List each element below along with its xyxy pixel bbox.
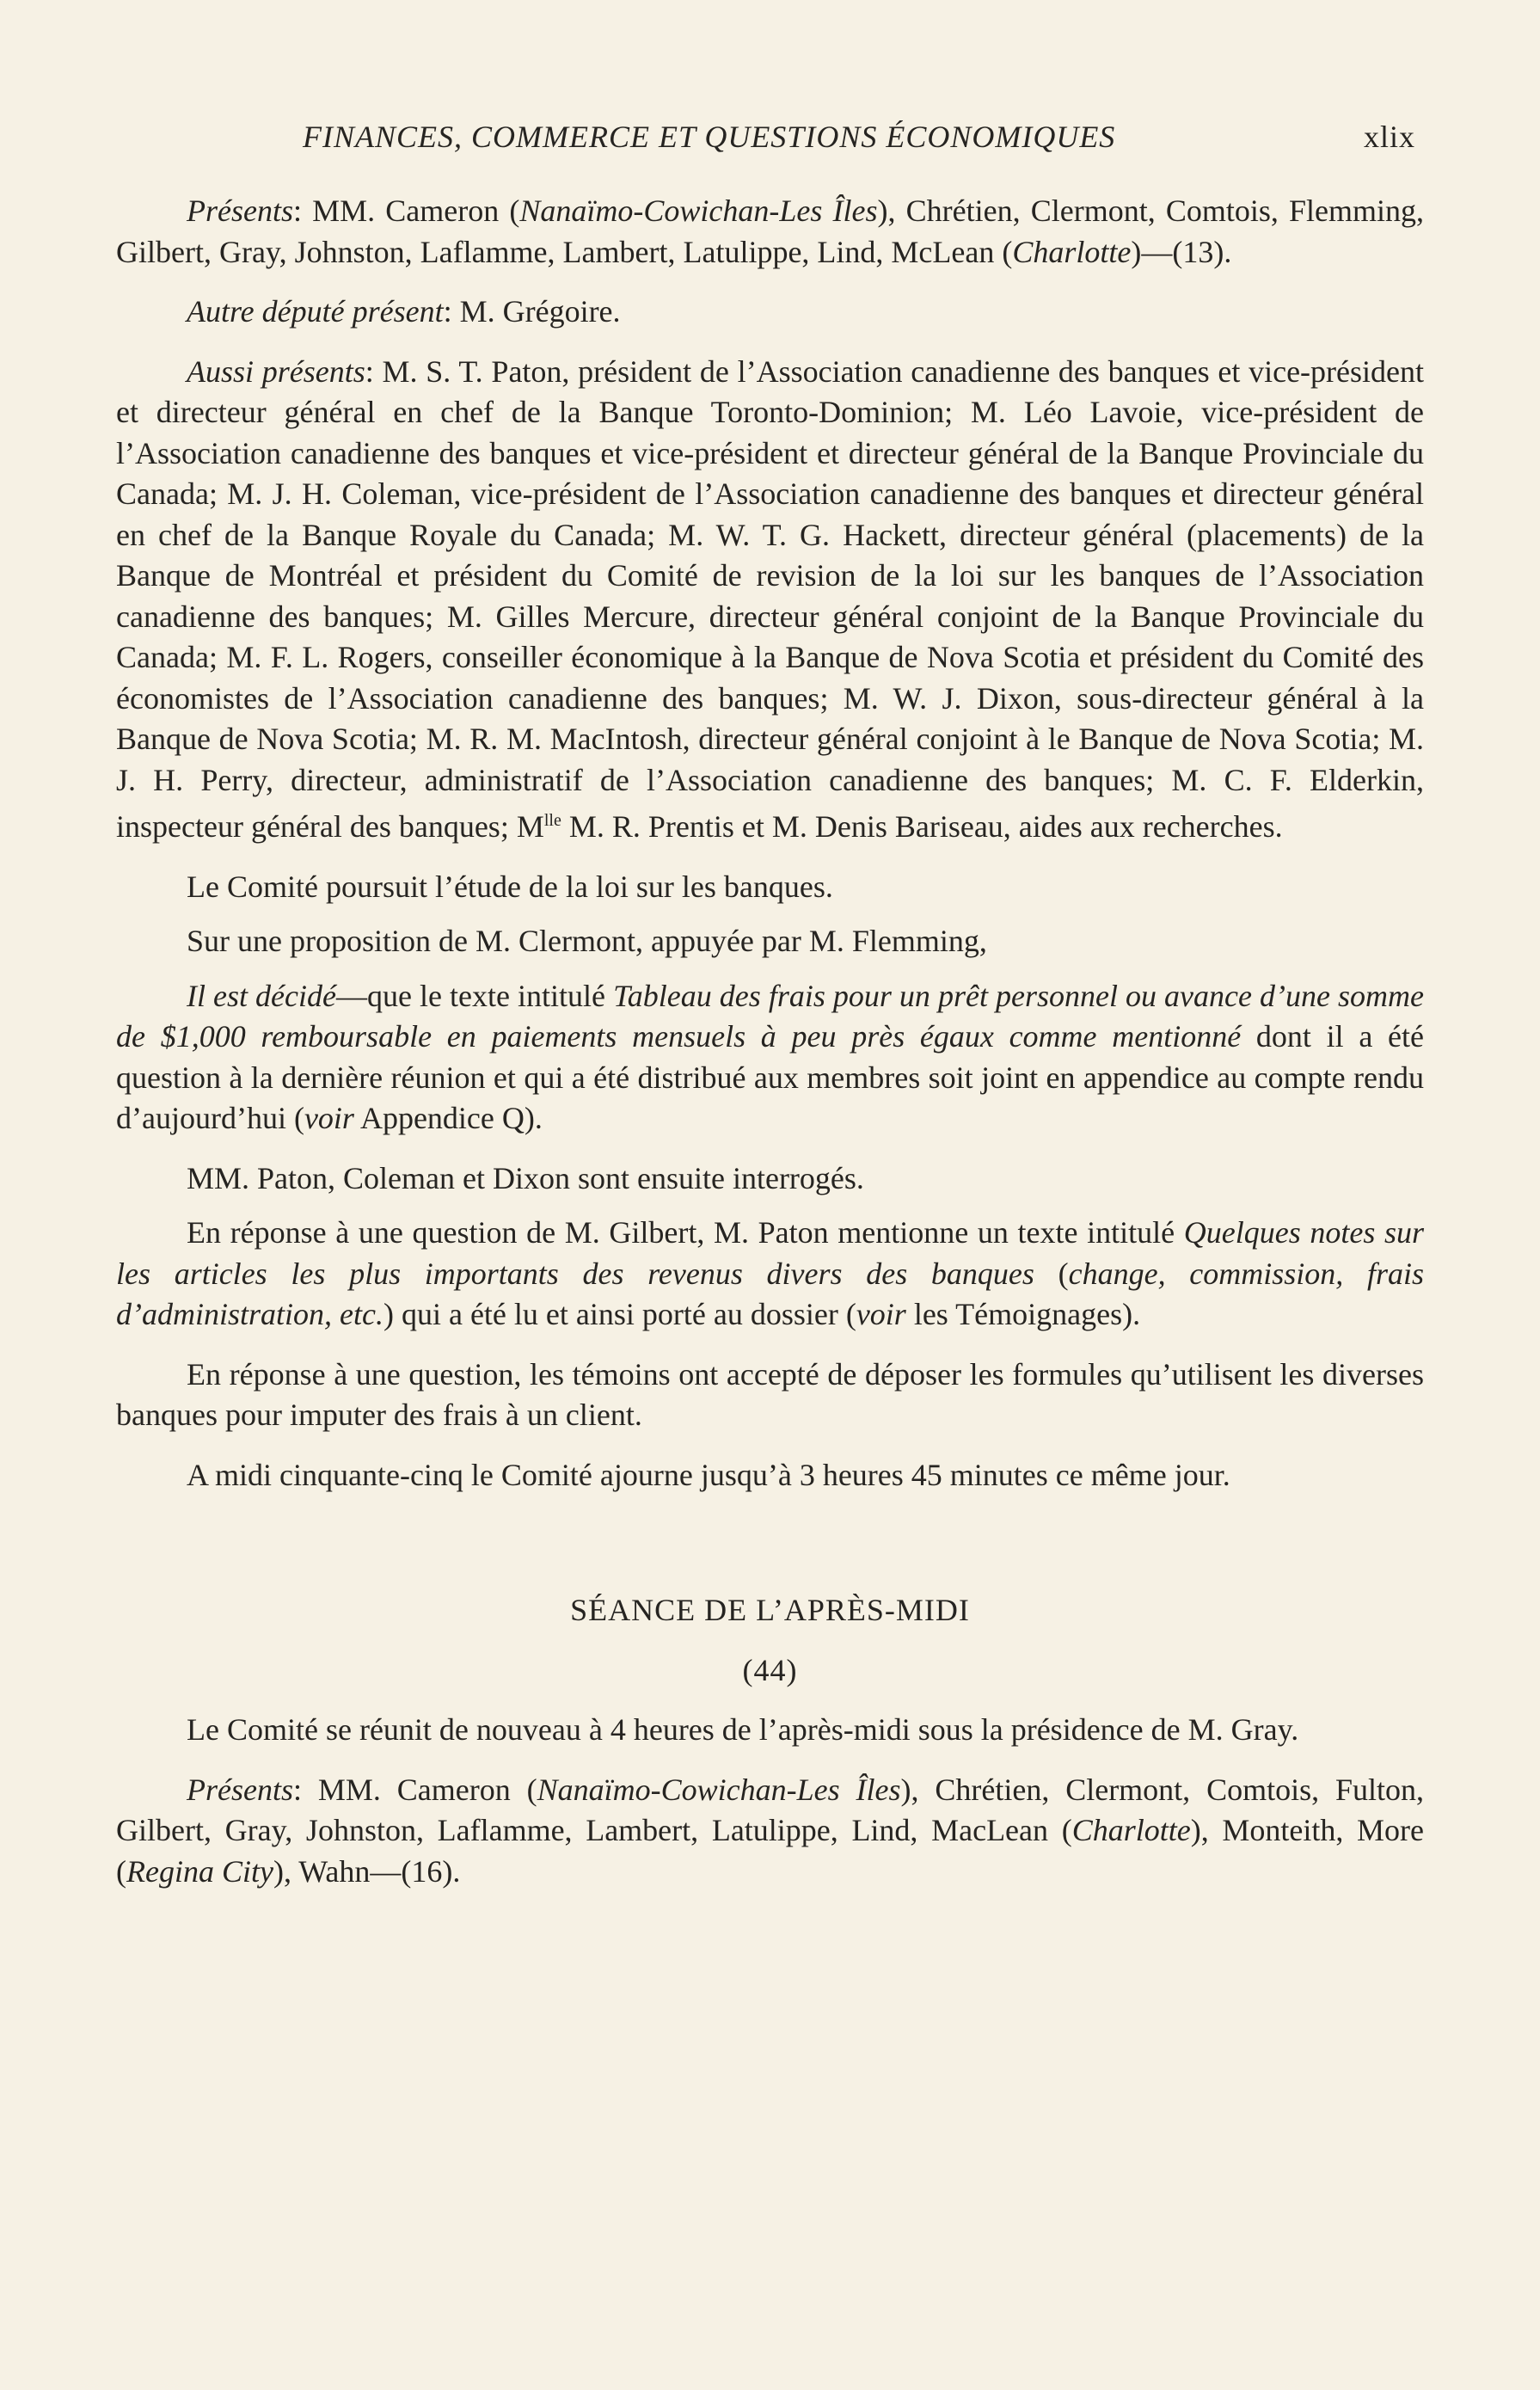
- paragraph-response-gilbert: [116, 1213, 1424, 1336]
- text-span: En réponse à une question de M. Gilbert, M. Paton mentionne un texte intitulé: [187, 1215, 1184, 1250]
- paragraph-study: Le Comité poursuit l’étude de la loi sur les banques.: [187, 869, 833, 904]
- label-also-present: Aussi présents: [187, 353, 365, 389]
- text-span: )—(13).: [1131, 234, 1232, 269]
- text-span: change, commission, frais d’administration, etc.: [116, 1256, 1424, 1331]
- text-span: M. R. Prentis et M. Denis Bariseau, aides aux recherches.: [561, 809, 1283, 844]
- text-span: les Témoignages).: [905, 1297, 1141, 1331]
- text-span: ), Chrétien, Clermont, Comtois, Fulton, Gilbert, Gray, Johnston, Laflamme, Lambert, Latulippe, Lind, MacLean (: [116, 1772, 1425, 1847]
- text-span: : M. S. T. Paton, président de l’Association canadienne des banques et vice-président et directeur général en chef de la Banque Toronto-Dominion; M. Léo Lavoie, vice-président de l’Association canadienne des banques et vice-président et directeur général de la Banque Provinciale du Canada; M. J. H. Coleman, vice-président de l’Association canadienne des banques et directeur général en chef de la Banque Royale du Canada; M. W. T. G. Hackett, directeur général (placements) de la Banque de Montréal et président du Comité de revision de la loi sur les banques de l’Association canadienne des banques; M. Gilles Mercure, directeur général conjoint de la Banque Provinciale du Canada; M. F. L. Rogers, conseiller économique à la Banque de Nova Scotia et président du Comité des économistes de l’Association canadienne des banques; M. W. J. Dixon, sous-directeur général à la Banque de Nova Scotia; M. R. M. MacIntosh, directeur général conjoint à le Banque de Nova Scotia; M. J. H. Perry, directeur, administratif de l’Association canadienne des banques; M. C. F. Elderkin, inspecteur général des banques; M: [116, 353, 1424, 844]
- riding-name: Charlotte: [1012, 234, 1132, 269]
- riding-name: Regina City: [126, 1853, 273, 1889]
- text-span: voir: [304, 1101, 354, 1135]
- paragraph-members-present: [116, 191, 1424, 273]
- paragraph-forms: En réponse à une question, les témoins ont accepté de déposer les formules qu’utilisent les diverses banques pour imputer des frais à un client.: [116, 1356, 1424, 1432]
- paragraph-members-present-afternoon: [116, 1770, 1424, 1893]
- document-body: [116, 191, 1424, 1911]
- text-span: : MM. Cameron (: [292, 194, 520, 228]
- text-span: —que le texte intitulé: [336, 978, 614, 1013]
- text-span: dont il a été question à la dernière réunion et qui a été distribué aux membres soit joint en appendice au compte rendu d’aujourd’hui (: [116, 1019, 1424, 1135]
- document-title: Quelques notes sur les articles les plus importants des revenus divers des banques: [116, 1215, 1424, 1291]
- riding-name: Nanaïmo-Cowichan-Les Îles: [537, 1772, 901, 1807]
- label-other-member: Autre député présent: [187, 294, 444, 329]
- paragraph-reconvene: Le Comité se réunit de nouveau à 4 heures de l’après-midi sous la présidence de M. Gray.: [187, 1712, 1299, 1747]
- text-span: : MM. Cameron (: [292, 1772, 537, 1807]
- text-span: (: [1034, 1256, 1069, 1291]
- text-span: voir: [856, 1297, 906, 1331]
- decision-label: Il est décidé: [187, 978, 336, 1013]
- paragraph-decision: [116, 976, 1424, 1140]
- paragraph-witnesses: MM. Paton, Coleman et Dixon sont ensuite interrogés.: [187, 1160, 864, 1195]
- text-span: : M. Grégoire.: [443, 294, 621, 329]
- paragraph-adjourn: A midi cinquante-cinq le Comité ajourne jusqu’à 3 heures 45 minutes ce même jour.: [187, 1457, 1230, 1492]
- running-head: FINANCES, COMMERCE ET QUESTIONS ÉCONOMIQUES: [303, 120, 1116, 154]
- riding-name: Charlotte: [1071, 1813, 1191, 1847]
- text-span: ), Wahn—(16).: [273, 1853, 461, 1889]
- paragraph-motion: Sur une proposition de M. Clermont, appuyée par M. Flemming,: [187, 924, 987, 958]
- text-span: ) qui a été lu et ainsi porté au dossier (: [383, 1297, 856, 1331]
- document-title: Tableau des frais pour un prêt personnel ou avance d’une somme de $1,000 remboursable en paiements mensuels à peu près égaux comme mentionné: [116, 978, 1424, 1054]
- paragraph-also-present: [116, 352, 1424, 848]
- page-number: xlix: [1363, 120, 1415, 154]
- text-span: ), Chrétien, Clermont, Comtois, Flemming, Gilbert, Gray, Johnston, Laflamme, Lambert, Latulippe, Lind, McLean (: [116, 194, 1425, 269]
- riding-name: Nanaïmo-Cowichan-Les Îles: [519, 194, 878, 228]
- paragraph-other-member: [116, 292, 1424, 333]
- section-heading: SÉANCE DE L’APRÈS-MIDI: [570, 1593, 970, 1627]
- text-span: ), Monteith, More (: [116, 1813, 1424, 1889]
- section-spacer: [116, 1514, 1424, 1590]
- label-present: Présents: [187, 1772, 293, 1807]
- section-number: (44): [742, 1652, 798, 1687]
- text-span: Appendice Q).: [353, 1101, 543, 1135]
- label-present: Présents: [187, 194, 293, 228]
- superscript: lle: [543, 811, 561, 830]
